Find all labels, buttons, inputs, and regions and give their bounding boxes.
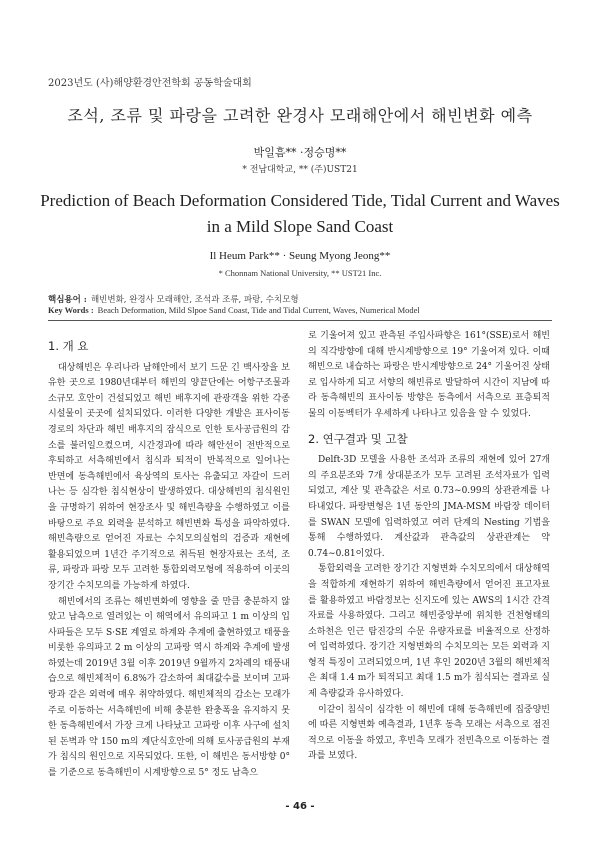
english-keywords: [48, 305, 420, 315]
header-divider: [48, 320, 552, 321]
korean-affiliation: * 전남대학교, ** (주)UST21: [242, 165, 358, 175]
section2-paragraph: 통합외력을 고려한 장기간 지형변화 수치모의에서 대상해역을 적합하게 재현하기 위하여 해빈측량에서 얻어진 표고자료를 활용하였고 바람정보는 신지도에 있는 AWS의 1시간 간격 자료를 사용하였다. 그리고 해빈중앙부에 위치한 건천형태의 소하천은 인근 탐진강의 수문 유량자료를 비율적으로 산정하여 입력하였다. 장기간 지형변화의 수치모의는 모든 외력과 지형적 특징이 고려되었으며, 1년 후인 2020년 3월의 해빈체적은 최대 1.4 m가 퇴적되고 최대 1.5 m가 침식되는 결과로 실제 측량값과 유사하였다.: [308, 564, 550, 700]
english-keywords-text: Beach Deformation, Mild Slpoe Sand Coast, Tide and Tidal Current, Waves, Numerical Model: [97, 305, 420, 315]
korean-keywords-label: 핵심용어 :: [48, 295, 87, 305]
korean-keywords-text: 해빈변화, 완경사 모래해안, 조석과 조류, 파랑, 수치모형: [90, 295, 299, 305]
english-title-line2: in a Mild Slope Sand Coast: [206, 217, 394, 236]
conference-header: 2023년도 (사)해양환경안전학회 공동학술대회: [48, 78, 252, 89]
page-number: - 46 -: [285, 801, 315, 812]
column2-intro-paragraph: 로 기울어져 있고 관측된 주입사파향은 161°(SSE)로서 해빈의 직각방향에 대해 반시계방향으로 19° 기울어져 있다. 이때 해빈으로 내습하는 파랑은 반시계방향으로 24° 기울어진 상태로 입사하게 되고 서향의 해빈류로 발달하여 시간이 지남에 따라 동측해빈의 표사이동 방향은 동측에서 서측으로 표층퇴적물의 이동벡터가 우세하게 나타나고 있음을 알 수 있었다.: [308, 331, 550, 419]
right-column: [308, 329, 550, 765]
left-column: [48, 339, 290, 782]
section1-paragraph: 해빈에서의 조류는 해빈변화에 영향을 줄 만큼 충분하지 않았고 남측으로 열려있는 이 해역에서 유의파고 1 m 이상의 입사파들은 모두 S·SE 계열로 하계와 추계에 출현하였고 태풍을 비롯한 유의파고 2 m 이상의 고파랑 역시 하계와 추계에 발생하였는데 2019년 3월 이후 2019년 9월까지 2차례의 태풍내습으로 해빈체적이 6.8%가 감소하여 최대값수를 보이며 고파랑과 같은 외력에 매우 취약하였다. 해빈체적의 감소는 모래가 주로 이동하는 서측해빈에 비해 충분한 완충폭을 유지하지 못한 동측해빈에서 가장 크게 나타났고 고파랑 이후 사구에 설치된 돈벽과 약 150 m의 계단식호안에 의해 토사공급원의 부재가 침식의 원인으로 지목되었다. 또한, 이 해빈은 동서방향 0°를 기준으로 동측해빈이 시계방향으로 5° 정도 남측으: [48, 596, 290, 779]
english-authors: Il Heum Park** · Seung Myong Jeong**: [209, 250, 391, 262]
korean-keywords: [48, 293, 299, 305]
section1-heading: 1. 개 요: [48, 339, 89, 353]
korean-authors: 박일흠** ·정승명**: [253, 146, 347, 159]
section2-paragraph: 이같이 침식이 심각한 이 해빈에 대해 동측해빈에 집중양빈에 따른 지형변화 예측결과, 1년후 동측 모래는 서측으로 점진적으로 이동을 하였고, 후빈측 모래가 전빈측으로 이동하는 결과를 보였다.: [308, 704, 550, 762]
english-affiliation: * Chonnam National University, ** UST21 Inc.: [218, 268, 382, 278]
section2-heading: 2. 연구결과 및 고찰: [308, 431, 408, 446]
korean-title: 조석, 조류 및 파랑을 고려한 완경사 모래해안에서 해빈변화 예측: [67, 106, 533, 125]
section1-paragraph: 대상해빈은 우리나라 남해안에서 보기 드문 긴 백사장을 보유한 곳으로 1980년대부터 해빈의 양끝단에는 어항구조물과 소규모 호안이 건설되었고 해빈 배후지에 관광객을 위한 각종 시설물이 곳곳에 설치되었다. 이러한 다양한 개발은 표사이동 경로의 차단과 해빈 배후지의 잠식으로 인한 토사공급원의 감소를 불러일으켰으며, 시간경과에 따라 해안선이 전반적으로 후퇴하고 서측해빈에서 침식과 퇴적이 반복적으로 일어나는 반면에 동측해빈에서 육상역의 토사는 유출되고 자갈이 드러나는 등 심각한 침식현상이 발생하였다. 대상해빈의 침식원인을 규명하기 위하여 현장조사 및 해빈측량을 수행하였고 이를 바탕으로 주요 외력을 분석하고 해빈변화 특성을 파악하였다. 해빈측량으로 얻어진 자료는 수치모의실험의 검증과 재현에 활용되었으며 1년간 주기적으로 취득된 현장자료는 조석, 조류, 파랑과 파랑 모두 고려한 통합외력모형에 적용하여 이곳의 장기간 수치모의를 가능하게 하였다.: [48, 362, 290, 591]
english-keywords-label: Key Words :: [48, 305, 94, 315]
english-title: [30, 188, 570, 240]
section2-paragraph: Delft-3D 모델을 사용한 조석과 조류의 재현에 있어 27개의 주요분조와 7개 상대분조가 모두 고려된 조석자료가 입력되었고, 계산 및 관측값은 서로 0.73∼0.99의 상관관계를 나타내었다. 파랑변형은 1년 동안의 JMA-MSM 바람장 데이터를 SWAN 모델에 입력하였고 여러 단계의 Nesting 기법을 통해 수행하였다. 계산값과 관측값의 상관관계는 약 0.74∼0.81이었다.: [308, 455, 550, 559]
english-title-line1: Prediction of Beach Deformation Considered Tide, Tidal Current and Waves: [40, 191, 560, 210]
